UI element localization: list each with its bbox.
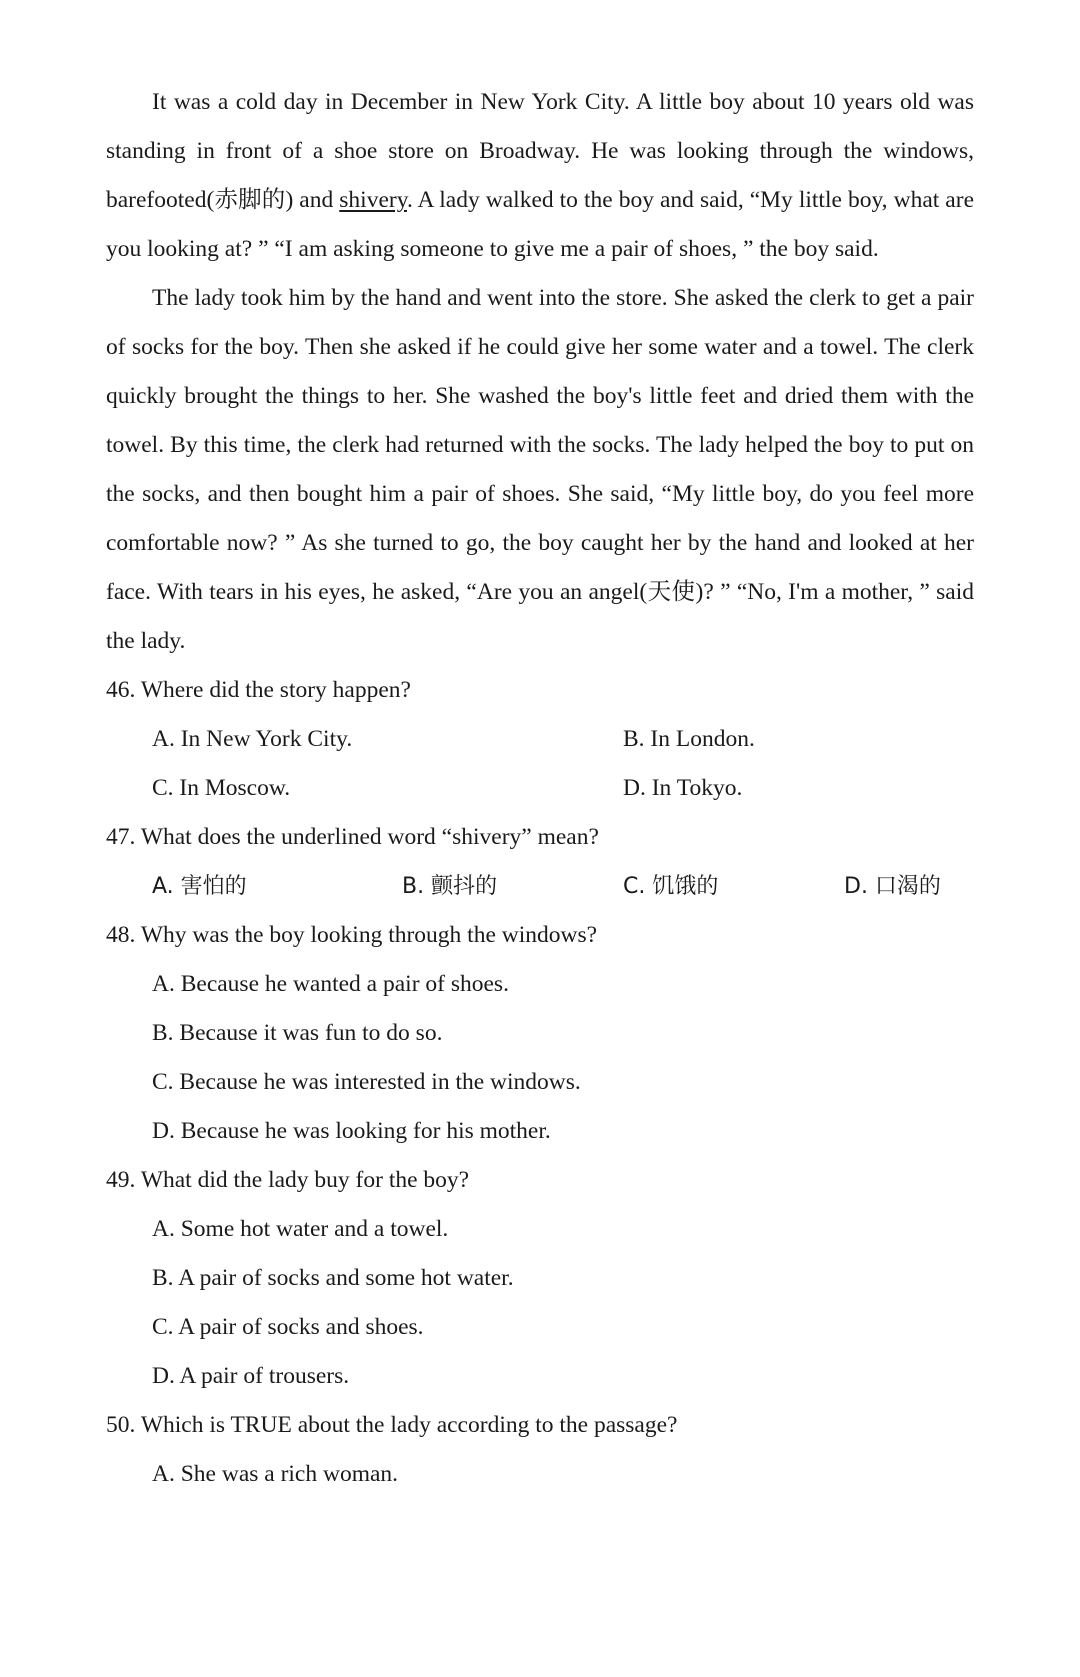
passage-p1-after: . A lady walked to the boy and said, “My little boy, what are you looking at? ” “I am asking someone to give me a pair of shoes, ” the boy said. <box>106 187 974 262</box>
question-46-option-c: C. In Moscow. <box>152 775 291 801</box>
underlined-word-shivery: shivery <box>339 187 407 213</box>
question-47-option-c: C. 饥饿的 <box>623 874 719 899</box>
question-47-option-d: D. 口渴的 <box>844 874 941 899</box>
exam-page <box>106 78 974 1499</box>
question-49-option-b: B. A pair of socks and some hot water. <box>152 1265 514 1291</box>
question-48-option-b: B. Because it was fun to do so. <box>152 1020 443 1046</box>
question-49-option-c: C. A pair of socks and shoes. <box>152 1314 424 1340</box>
question-48-option-a: A. Because he wanted a pair of shoes. <box>152 971 509 997</box>
question-49-option-d: D. A pair of trousers. <box>152 1363 350 1389</box>
passage-p1-before: It was a cold day in December in New York City. A little boy about 10 years old was standing in front of a shoe store on Broadway. He was looking through the windows, barefooted(赤脚的) and <box>106 89 974 213</box>
question-48-option-c: C. Because he was interested in the windows. <box>152 1069 581 1095</box>
question-47-option-b: B. 颤抖的 <box>402 874 498 899</box>
question-48-option-d: D. Because he was looking for his mother. <box>152 1118 551 1144</box>
question-49-option-a: A. Some hot water and a towel. <box>152 1216 449 1242</box>
question-48-stem: 48. Why was the boy looking through the windows? <box>106 922 598 948</box>
question-46-options-row-2 <box>106 764 974 813</box>
question-49-stem: 49. What did the lady buy for the boy? <box>106 1167 470 1193</box>
question-46-option-d: D. In Tokyo. <box>623 775 743 801</box>
question-47-options-row <box>106 862 974 911</box>
passage-paragraph-2: The lady took him by the hand and went into the store. She asked the clerk to get a pair of socks for the boy. Then she asked if he could give her some water and a towel. The clerk quickly brought the things to her. She washed the boy's little feet and dried them with the towel. By this time, the clerk had returned with the socks. The lady helped the boy to put on the socks, and then bought him a pair of shoes. She said, “My little boy, do you feel more comfortable now? ” As she turned to go, the boy caught her by the hand and looked at her face. With tears in his eyes, he asked, “Are you an angel(天使)? ” “No, I'm a mother, ” said the lady. <box>106 285 974 654</box>
question-46-options-row-1 <box>106 715 974 764</box>
question-47-stem: 47. What does the underlined word “shivery” mean? <box>106 824 599 850</box>
passage-paragraph-1 <box>106 78 974 274</box>
question-47-option-a: A. 害怕的 <box>152 874 247 899</box>
question-46-option-b: B. In London. <box>623 726 755 752</box>
question-50-stem: 50. Which is TRUE about the lady according to the passage? <box>106 1412 678 1438</box>
question-46-option-a: A. In New York City. <box>152 726 353 752</box>
question-46-stem: 46. Where did the story happen? <box>106 677 411 703</box>
question-50-option-a: A. She was a rich woman. <box>152 1461 399 1487</box>
